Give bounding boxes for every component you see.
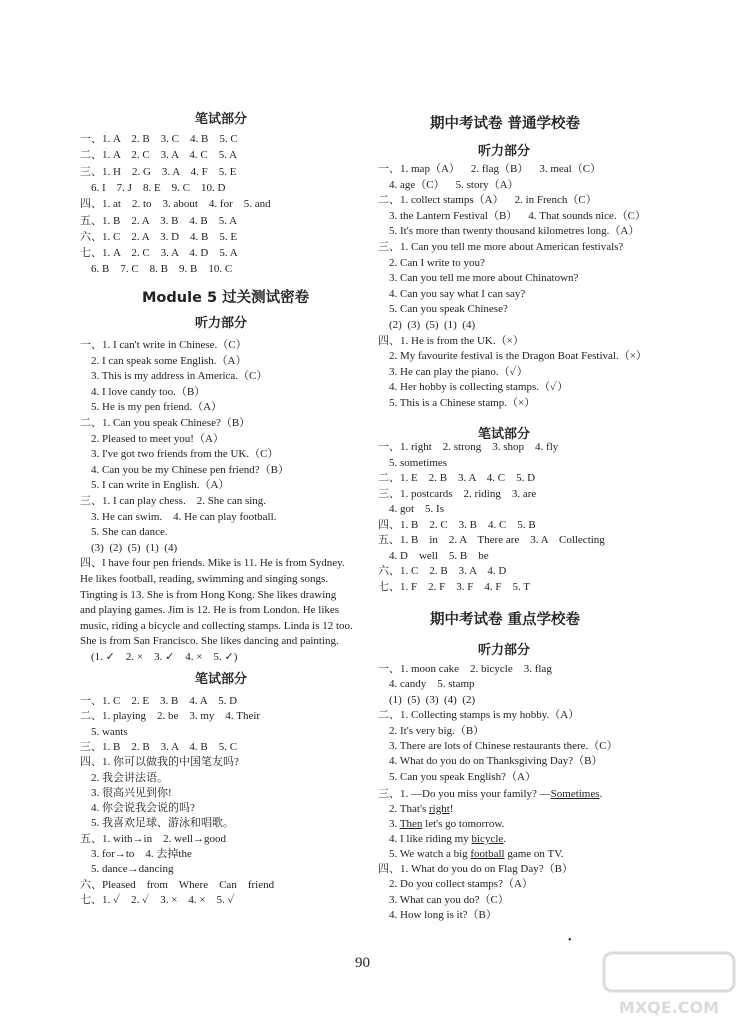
answer-line: 一、1. right 2. strong 3. shop 4. fly [378, 441, 559, 453]
line-text: ! [449, 803, 454, 815]
answer-line: 5. I can write in English.（A） [80, 479, 230, 492]
answer-line: 一、1. C 2. E 3. B 4. A 5. D [80, 695, 238, 707]
answer-line: 四、1. B 2. C 3. B 4. C 5. B [378, 518, 536, 531]
section-heading-written: 笔试部分 [195, 112, 248, 127]
section-heading-written: 笔试部分 [478, 427, 531, 442]
answer-line: 二、1. playing 2. be 3. my 4. Their [80, 710, 261, 723]
answer-line: 2. I can speak some English.（A） [80, 354, 247, 367]
answer-line: 2. It's very big.（B） [378, 724, 485, 737]
answer-line: 5. Can you speak English?（A） [378, 770, 536, 783]
underlined-word: Sometimes [550, 788, 600, 800]
answer-line: 四、1. He is from the UK.（×） [378, 334, 524, 347]
answer-line: 5. She can dance. [80, 526, 168, 539]
answer-line: 三、1. Can you tell me more about American festivals? [378, 241, 624, 253]
line-text: 4. I like riding my [378, 833, 472, 845]
answer-line: 七、1. F 2. F 3. F 4. F 5. T [378, 580, 530, 593]
answer-line: (2) (3) (5) (1) (4) [378, 319, 476, 331]
answer-line: 2. Do you collect stamps?（A） [378, 878, 533, 891]
answer-line: 5. It's more than twenty thousand kilometres long.（A） [378, 225, 640, 238]
underlined-word: right [428, 803, 450, 815]
answer-line: 4. I love candy too.（B） [80, 385, 206, 398]
answer-line: 二、1. Can you speak Chinese?（B） [80, 417, 251, 429]
answer-line: 一、1. moon cake 2. bicycle 3. flag [378, 663, 552, 675]
answer-line: 3. for→to 4. 去掉the [80, 848, 192, 860]
answer-line: 5. He is my pen friend.（A） [80, 401, 223, 414]
answer-line: He likes football, reading, swimming and singing songs. [80, 573, 329, 585]
answer-line: 5. dance→dancing [80, 863, 174, 876]
section-heading-listening: 听力部分 [478, 144, 531, 159]
answer-line: 6. B 7. C 8. B 9. B 10. C [80, 263, 233, 276]
watermark-logo [594, 947, 744, 1022]
answer-line: 五、1. B 2. A 3. B 4. B 5. A [80, 214, 238, 227]
answer-line: 3. What can you do?（C） [378, 893, 509, 906]
answer-line: music, riding a bicycle and collecting stamps. Linda is 12 too. [80, 619, 353, 632]
answer-line: 二、1. Collecting stamps is my hobby.（A） [378, 709, 580, 722]
answer-line [378, 847, 563, 861]
answer-line: 七、1. ✓ 2. ✓ 3. × 4. × 5. ✓ [80, 893, 235, 906]
answer-line: 4. Can you say what I can say? [378, 287, 526, 300]
answer-line: 3. He can play the piano.（✓） [378, 365, 528, 378]
underlined-word: football [470, 848, 505, 860]
underlined-word: bicycle [471, 833, 504, 845]
line-text: let's go tomorrow. [422, 818, 505, 830]
answer-line: She is from San Francisco. She likes dancing and painting. [80, 635, 339, 648]
answer-line: 2. My favourite festival is the Dragon Boat Festival.（×） [378, 350, 647, 363]
dot-mark: • [568, 935, 572, 946]
answer-line: 四、1. at 2. to 3. about 4. for 5. and [80, 198, 271, 211]
answer-line: 6. I 7. J 8. E 9. C 10. D [80, 181, 226, 194]
answer-line: 4. got 5. Is [378, 503, 444, 515]
answer-line: (3) (2) (5) (1) (4) [80, 541, 178, 554]
answer-line: 七、1. A 2. C 3. A 4. D 5. A [80, 247, 238, 260]
module-title: Module 5 过关测试密卷 [142, 290, 310, 306]
underlined-word: Then [399, 818, 423, 830]
section-heading-listening-2: 听力部分 [478, 643, 531, 658]
answer-line: 4. candy 5. stamp [378, 678, 475, 691]
answer-line: 5. wants [80, 725, 128, 738]
answer-line: 三、1. I can play chess. 2. She can sing. [80, 495, 267, 507]
line-text: game on TV. [504, 848, 564, 860]
answer-line: 2. 我会讲法语。 [80, 771, 168, 784]
watermark-text: MXQE.COM [618, 998, 720, 1017]
answer-line: 二、1. E 2. B 3. A 4. C 5. D [378, 472, 536, 484]
answer-line: 3. He can swim. 4. He can play football. [80, 510, 277, 523]
answer-line: Tingting is 13. She is from Hong Kong. She likes drawing [80, 588, 337, 601]
line-text: 三、1. —Do you miss your family? — [378, 788, 551, 800]
answer-line: 四、1. 你可以做我的中国笔友吗? [80, 756, 239, 769]
answer-line: 五、1. with→in 2. well→good [80, 832, 227, 845]
answer-line: 一、1. A 2. B 3. C 4. B 5. C [80, 133, 238, 145]
line-text: . [599, 788, 603, 800]
answer-line: 3. There are lots of Chinese restaurants there.（C） [378, 740, 618, 752]
answer-line: 5. Can you speak Chinese? [378, 303, 508, 316]
exam-title-regular: 期中考试卷 普通学校卷 [430, 116, 581, 132]
answer-line: 4. What do you do on Thanksgiving Day?（B） [378, 755, 603, 768]
answer-line: 3. Can you tell me more about Chinatown? [378, 272, 579, 285]
answer-line: 一、1. I can't write in Chinese.（C） [80, 339, 247, 351]
answer-line: (1. ✓ 2. × 3. ✓ 4. × 5. ✓) [80, 651, 238, 663]
line-text: 5. We watch a big [378, 848, 471, 860]
answer-line: 4. Her hobby is collecting stamps.（✓） [378, 381, 569, 394]
answer-line: and playing games. Jim is 12. He is from London. He likes [80, 604, 340, 617]
answer-line: 六、1. C 2. A 3. D 4. B 5. E [80, 230, 238, 243]
answer-line: 一、1. map（A） 2. flag（B） 3. meal（C） [378, 163, 602, 175]
answer-line: 六、Pleased from Where Can friend [80, 878, 275, 891]
answer-line: 二、1. collect stamps（A） 2. in French（C） [378, 194, 597, 207]
answer-line [378, 787, 602, 801]
answer-line: 4. age（C） 5. story（A） [378, 178, 519, 191]
answer-line: 六、1. C 2. B 3. A 4. D [378, 565, 507, 577]
answer-line: 二、1. A 2. C 3. A 4. C 5. A [80, 149, 238, 162]
answer-line: 3. This is my address in America.（C） [80, 370, 268, 383]
answer-line: 5. 我喜欢足球、游泳和唱歌。 [80, 817, 234, 830]
answer-line: 2. Pleased to meet you!（A） [80, 432, 224, 445]
line-text: 2. That's [378, 803, 429, 815]
answer-line: 三、1. postcards 2. riding 3. are [378, 487, 537, 500]
answer-line: 2. Can I write to you? [378, 256, 485, 269]
line-text: 3. [378, 818, 400, 830]
exam-title-key: 期中考试卷 重点学校卷 [430, 612, 581, 628]
answer-line [378, 802, 453, 816]
answer-line: 5. This is a Chinese stamp.（×） [378, 397, 536, 409]
answer-line: 5. sometimes [378, 456, 448, 469]
answer-line: (1) (5) (3) (4) (2) [378, 693, 476, 706]
section-heading-listening: 听力部分 [195, 316, 248, 331]
answer-line: 4. 你会说我会说的吗? [80, 802, 195, 815]
line-text: . [503, 833, 507, 845]
page-number: 90 [355, 955, 370, 971]
answer-line [378, 832, 506, 846]
answer-line: 三、1. B 2. B 3. A 4. B 5. C [80, 740, 238, 753]
section-heading-written-2: 笔试部分 [195, 672, 248, 687]
answer-line: 四、I have four pen friends. Mike is 11. He is from Sydney. [80, 557, 345, 570]
answer-line: 4. How long is it?（B） [378, 909, 497, 922]
answer-line: 4. D well 5. B be [378, 549, 489, 562]
answer-line: 4. Can you be my Chinese pen friend?（B） [80, 463, 289, 476]
answer-line: 三、1. H 2. G 3. A 4. F 5. E [80, 165, 237, 178]
answer-line [378, 817, 504, 831]
answer-line: 3. I've got two friends from the UK.（C） [80, 448, 279, 461]
answer-line: 3. 很高兴见到你! [80, 786, 172, 799]
answer-line: 四、1. What do you do on Flag Day?（B） [378, 863, 573, 875]
answer-line: 3. the Lantern Festival（B） 4. That sounds nice.（C） [378, 209, 646, 222]
answer-line: 五、1. B in 2. A There are 3. A Collecting [378, 534, 605, 546]
